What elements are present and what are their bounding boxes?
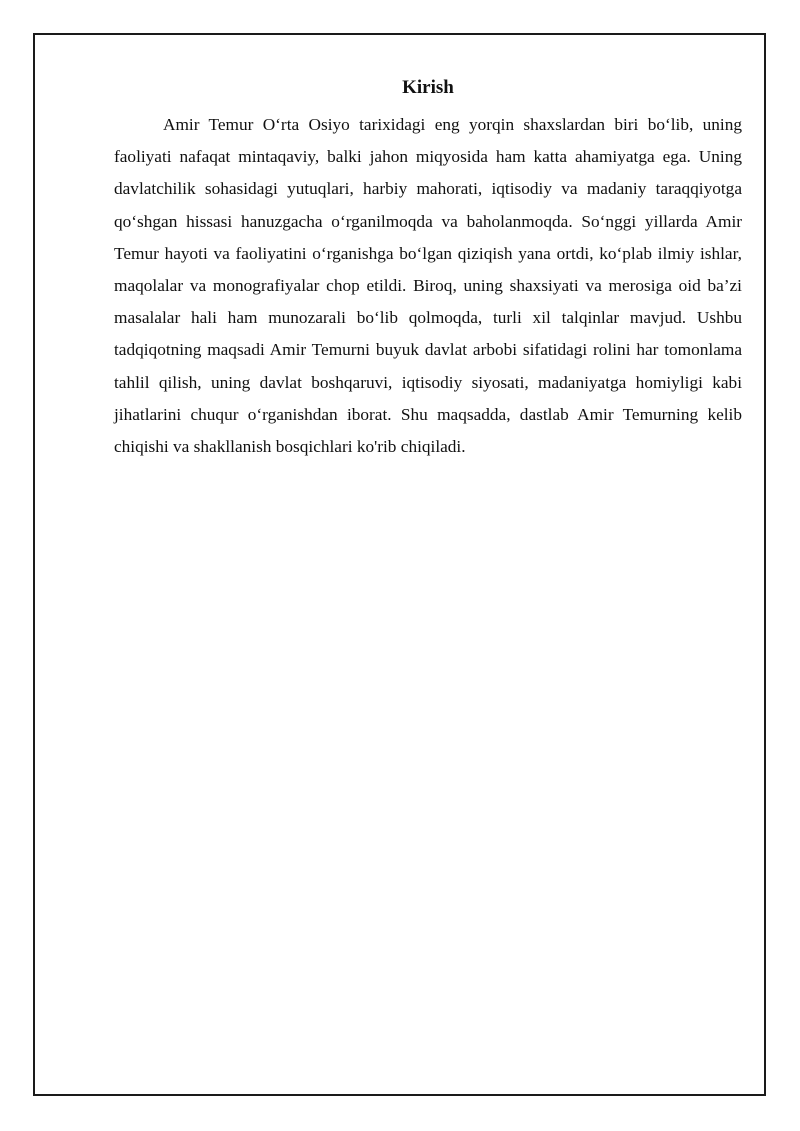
body-paragraph: Amir Temur O‘rta Osiyo tarixidagi eng yorqin shaxslardan biri bo‘lib, uning faoliyati nafaqat mintaqaviy, balki jahon miqyosida ham katta ahamiyatga ega. Uning davlatchilik sohasidagi yutuqlari, harbiy mahorati, iqtisodiy va madaniy taraqqiyotga qo‘shgan hissasi hanuzgacha o‘rganilmoqda va baholanmoqda. So‘nggi yillarda Amir Temur hayoti va faoliyatini o‘rganishga bo‘lgan qiziqish yana ortdi, ko‘plab ilmiy ishlar, maqolalar va monografiyalar chop etildi. Biroq, uning shaxsiyati va merosiga oid ba’zi masalalar hali ham munozarali bo‘lib qolmoqda, turli xil talqinlar mavjud. Ushbu tadqiqotning maqsadi Amir Temurni buyuk davlat arbobi sifatidagi rolini har tomonlama tahlil qilish, uning davlat boshqaruvi, iqtisodiy siyosati, madaniyatga homiyligi kabi jihatlarini chuqur o‘rganishdan iborat. Shu maqsadda, dastlab Amir Temurning kelib chiqishi va shakllanish bosqichlari ko'rib chiqiladi.	[114, 115, 742, 457]
document-title: Kirish	[402, 77, 454, 98]
